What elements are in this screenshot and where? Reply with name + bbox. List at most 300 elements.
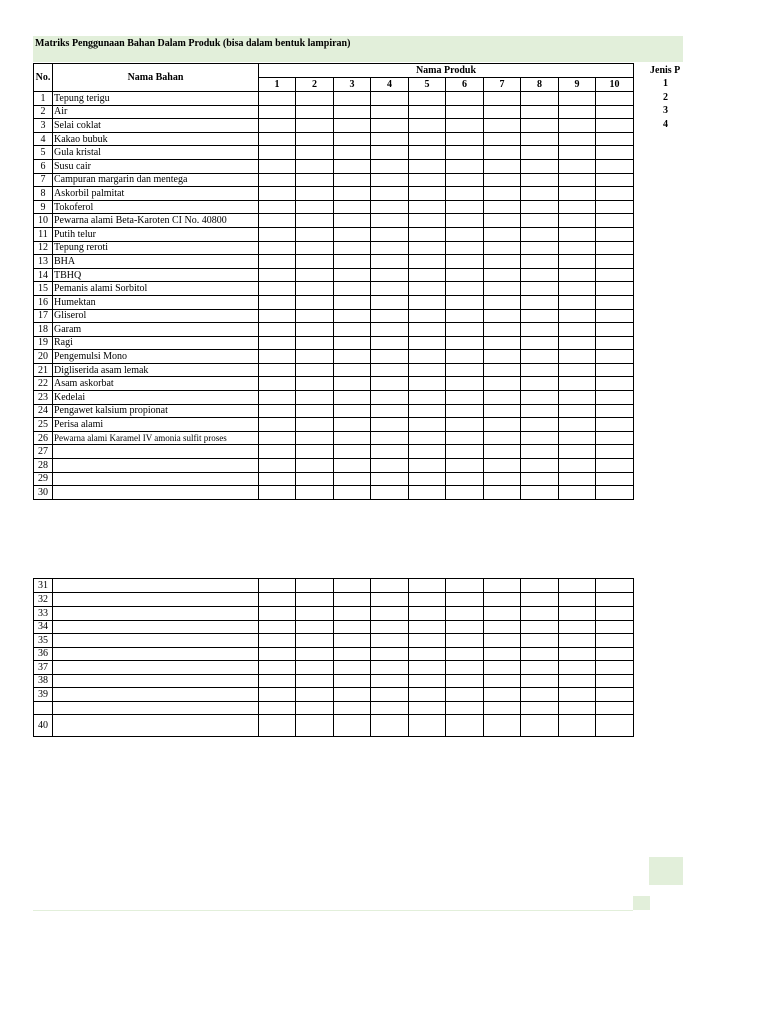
usage-cell[interactable] [484, 350, 521, 364]
usage-cell[interactable] [409, 268, 446, 282]
usage-cell[interactable] [259, 404, 296, 418]
usage-cell[interactable] [484, 268, 521, 282]
usage-cell[interactable] [446, 92, 484, 106]
usage-cell[interactable] [446, 187, 484, 201]
usage-cell[interactable] [409, 309, 446, 323]
usage-cell[interactable] [334, 418, 371, 432]
usage-cell[interactable] [559, 363, 596, 377]
usage-cell[interactable] [484, 647, 521, 661]
usage-cell[interactable] [259, 282, 296, 296]
usage-cell[interactable] [596, 309, 634, 323]
usage-cell[interactable] [596, 445, 634, 459]
usage-cell[interactable] [521, 661, 559, 675]
usage-cell[interactable] [446, 486, 484, 500]
usage-cell[interactable] [596, 661, 634, 675]
usage-cell[interactable] [371, 323, 409, 337]
usage-cell[interactable] [296, 445, 334, 459]
usage-cell[interactable] [521, 268, 559, 282]
usage-cell[interactable] [334, 214, 371, 228]
usage-cell[interactable] [596, 350, 634, 364]
ingredient-name[interactable] [53, 674, 259, 688]
usage-cell[interactable] [521, 472, 559, 486]
usage-cell[interactable] [371, 445, 409, 459]
usage-cell[interactable] [484, 227, 521, 241]
usage-cell[interactable] [559, 377, 596, 391]
usage-cell[interactable] [296, 459, 334, 473]
usage-cell[interactable] [259, 159, 296, 173]
usage-cell[interactable] [446, 661, 484, 675]
ingredient-name[interactable]: Gula kristal [53, 146, 259, 160]
usage-cell[interactable] [484, 363, 521, 377]
usage-cell[interactable] [409, 661, 446, 675]
usage-cell[interactable] [334, 363, 371, 377]
usage-cell[interactable] [521, 282, 559, 296]
usage-cell[interactable] [446, 377, 484, 391]
usage-cell[interactable] [446, 647, 484, 661]
usage-cell[interactable] [296, 431, 334, 445]
usage-cell[interactable] [409, 173, 446, 187]
usage-cell[interactable] [296, 647, 334, 661]
usage-cell[interactable] [521, 105, 559, 119]
usage-cell[interactable] [484, 579, 521, 593]
usage-cell[interactable] [259, 309, 296, 323]
usage-cell[interactable] [409, 363, 446, 377]
usage-cell[interactable] [596, 200, 634, 214]
usage-cell[interactable] [259, 227, 296, 241]
usage-cell[interactable] [259, 593, 296, 607]
usage-cell[interactable] [296, 391, 334, 405]
usage-cell[interactable] [521, 445, 559, 459]
usage-cell[interactable] [259, 214, 296, 228]
usage-cell[interactable] [446, 255, 484, 269]
usage-cell[interactable] [296, 92, 334, 106]
usage-cell[interactable] [596, 647, 634, 661]
usage-cell[interactable] [296, 241, 334, 255]
usage-cell[interactable] [259, 350, 296, 364]
usage-cell[interactable] [334, 486, 371, 500]
usage-cell[interactable] [259, 187, 296, 201]
usage-cell[interactable] [446, 268, 484, 282]
ingredient-name[interactable]: Ragi [53, 336, 259, 350]
usage-cell[interactable] [446, 146, 484, 160]
usage-cell[interactable] [484, 241, 521, 255]
usage-cell[interactable] [559, 634, 596, 648]
usage-cell[interactable] [559, 132, 596, 146]
usage-cell[interactable] [296, 159, 334, 173]
usage-cell[interactable] [521, 336, 559, 350]
usage-cell[interactable] [296, 472, 334, 486]
usage-cell[interactable] [446, 688, 484, 702]
usage-cell[interactable] [596, 336, 634, 350]
usage-cell[interactable] [521, 92, 559, 106]
usage-cell[interactable] [521, 714, 559, 736]
ingredient-name[interactable] [53, 472, 259, 486]
usage-cell[interactable] [484, 661, 521, 675]
usage-cell[interactable] [371, 688, 409, 702]
usage-cell[interactable] [446, 579, 484, 593]
usage-cell[interactable] [446, 132, 484, 146]
usage-cell[interactable] [559, 146, 596, 160]
usage-cell[interactable] [259, 255, 296, 269]
usage-cell[interactable] [259, 119, 296, 133]
usage-cell[interactable] [409, 132, 446, 146]
usage-cell[interactable] [334, 688, 371, 702]
usage-cell[interactable] [334, 445, 371, 459]
usage-cell[interactable] [334, 593, 371, 607]
usage-cell[interactable] [296, 119, 334, 133]
ingredient-name[interactable] [53, 701, 259, 714]
usage-cell[interactable] [296, 363, 334, 377]
usage-cell[interactable] [521, 607, 559, 621]
usage-cell[interactable] [259, 146, 296, 160]
usage-cell[interactable] [484, 472, 521, 486]
usage-cell[interactable] [259, 661, 296, 675]
usage-cell[interactable] [371, 241, 409, 255]
usage-cell[interactable] [334, 159, 371, 173]
usage-cell[interactable] [409, 282, 446, 296]
usage-cell[interactable] [484, 459, 521, 473]
usage-cell[interactable] [446, 404, 484, 418]
usage-cell[interactable] [259, 105, 296, 119]
usage-cell[interactable] [334, 377, 371, 391]
usage-cell[interactable] [334, 295, 371, 309]
ingredient-name[interactable]: Tepung reroti [53, 241, 259, 255]
usage-cell[interactable] [371, 647, 409, 661]
usage-cell[interactable] [559, 688, 596, 702]
usage-cell[interactable] [446, 173, 484, 187]
usage-cell[interactable] [446, 336, 484, 350]
usage-cell[interactable] [409, 593, 446, 607]
usage-cell[interactable] [484, 377, 521, 391]
usage-cell[interactable] [484, 391, 521, 405]
usage-cell[interactable] [559, 336, 596, 350]
usage-cell[interactable] [296, 418, 334, 432]
usage-cell[interactable] [296, 187, 334, 201]
ingredient-name[interactable]: Campuran margarin dan mentega [53, 173, 259, 187]
ingredient-name[interactable] [53, 579, 259, 593]
usage-cell[interactable] [521, 146, 559, 160]
usage-cell[interactable] [334, 132, 371, 146]
usage-cell[interactable] [446, 391, 484, 405]
usage-cell[interactable] [484, 173, 521, 187]
usage-cell[interactable] [484, 295, 521, 309]
usage-cell[interactable] [334, 268, 371, 282]
ingredient-name[interactable] [53, 486, 259, 500]
usage-cell[interactable] [446, 701, 484, 714]
usage-cell[interactable] [521, 634, 559, 648]
usage-cell[interactable] [259, 674, 296, 688]
usage-cell[interactable] [334, 620, 371, 634]
usage-cell[interactable] [596, 146, 634, 160]
usage-cell[interactable] [596, 241, 634, 255]
ingredient-name[interactable]: Air [53, 105, 259, 119]
usage-cell[interactable] [296, 620, 334, 634]
usage-cell[interactable] [446, 350, 484, 364]
usage-cell[interactable] [409, 701, 446, 714]
usage-cell[interactable] [446, 445, 484, 459]
usage-cell[interactable] [371, 350, 409, 364]
usage-cell[interactable] [484, 688, 521, 702]
usage-cell[interactable] [334, 200, 371, 214]
usage-cell[interactable] [334, 472, 371, 486]
usage-cell[interactable] [296, 714, 334, 736]
usage-cell[interactable] [334, 714, 371, 736]
usage-cell[interactable] [371, 593, 409, 607]
usage-cell[interactable] [259, 431, 296, 445]
usage-cell[interactable] [559, 579, 596, 593]
usage-cell[interactable] [371, 255, 409, 269]
usage-cell[interactable] [446, 159, 484, 173]
usage-cell[interactable] [521, 173, 559, 187]
usage-cell[interactable] [596, 377, 634, 391]
usage-cell[interactable] [559, 714, 596, 736]
usage-cell[interactable] [371, 132, 409, 146]
usage-cell[interactable] [259, 173, 296, 187]
usage-cell[interactable] [596, 418, 634, 432]
usage-cell[interactable] [371, 391, 409, 405]
usage-cell[interactable] [334, 173, 371, 187]
usage-cell[interactable] [596, 282, 634, 296]
usage-cell[interactable] [259, 486, 296, 500]
usage-cell[interactable] [296, 593, 334, 607]
usage-cell[interactable] [334, 647, 371, 661]
usage-cell[interactable] [296, 323, 334, 337]
usage-cell[interactable] [409, 486, 446, 500]
usage-cell[interactable] [409, 200, 446, 214]
usage-cell[interactable] [484, 323, 521, 337]
usage-cell[interactable] [446, 241, 484, 255]
usage-cell[interactable] [446, 309, 484, 323]
usage-cell[interactable] [259, 688, 296, 702]
usage-cell[interactable] [371, 214, 409, 228]
usage-cell[interactable] [596, 92, 634, 106]
usage-cell[interactable] [484, 214, 521, 228]
usage-cell[interactable] [409, 323, 446, 337]
ingredient-name[interactable]: Pengawet kalsium propionat [53, 404, 259, 418]
usage-cell[interactable] [559, 214, 596, 228]
usage-cell[interactable] [259, 268, 296, 282]
usage-cell[interactable] [371, 119, 409, 133]
ingredient-name[interactable]: Perisa alami [53, 418, 259, 432]
usage-cell[interactable] [521, 404, 559, 418]
usage-cell[interactable] [296, 579, 334, 593]
usage-cell[interactable] [484, 132, 521, 146]
usage-cell[interactable] [334, 119, 371, 133]
usage-cell[interactable] [596, 701, 634, 714]
ingredient-name[interactable]: Selai coklat [53, 119, 259, 133]
usage-cell[interactable] [296, 404, 334, 418]
usage-cell[interactable] [596, 391, 634, 405]
ingredient-name[interactable]: BHA [53, 255, 259, 269]
usage-cell[interactable] [371, 404, 409, 418]
usage-cell[interactable] [521, 255, 559, 269]
usage-cell[interactable] [521, 363, 559, 377]
usage-cell[interactable] [409, 119, 446, 133]
usage-cell[interactable] [446, 119, 484, 133]
usage-cell[interactable] [484, 336, 521, 350]
usage-cell[interactable] [296, 674, 334, 688]
usage-cell[interactable] [596, 714, 634, 736]
usage-cell[interactable] [446, 714, 484, 736]
usage-cell[interactable] [596, 579, 634, 593]
usage-cell[interactable] [596, 363, 634, 377]
usage-cell[interactable] [446, 431, 484, 445]
usage-cell[interactable] [559, 431, 596, 445]
usage-cell[interactable] [296, 227, 334, 241]
usage-cell[interactable] [296, 268, 334, 282]
usage-cell[interactable] [409, 350, 446, 364]
usage-cell[interactable] [371, 159, 409, 173]
usage-cell[interactable] [484, 607, 521, 621]
usage-cell[interactable] [259, 132, 296, 146]
usage-cell[interactable] [296, 486, 334, 500]
usage-cell[interactable] [446, 472, 484, 486]
usage-cell[interactable] [334, 92, 371, 106]
usage-cell[interactable] [371, 309, 409, 323]
usage-cell[interactable] [409, 92, 446, 106]
usage-cell[interactable] [334, 701, 371, 714]
usage-cell[interactable] [409, 159, 446, 173]
usage-cell[interactable] [334, 105, 371, 119]
usage-cell[interactable] [521, 132, 559, 146]
ingredient-name[interactable] [53, 688, 259, 702]
ingredient-name[interactable]: Askorbil palmitat [53, 187, 259, 201]
usage-cell[interactable] [521, 241, 559, 255]
usage-cell[interactable] [596, 159, 634, 173]
usage-cell[interactable] [484, 146, 521, 160]
usage-cell[interactable] [334, 634, 371, 648]
usage-cell[interactable] [596, 187, 634, 201]
usage-cell[interactable] [521, 119, 559, 133]
usage-cell[interactable] [596, 593, 634, 607]
usage-cell[interactable] [596, 323, 634, 337]
usage-cell[interactable] [371, 146, 409, 160]
usage-cell[interactable] [559, 159, 596, 173]
usage-cell[interactable] [559, 459, 596, 473]
usage-cell[interactable] [559, 173, 596, 187]
usage-cell[interactable] [409, 579, 446, 593]
usage-cell[interactable] [259, 377, 296, 391]
usage-cell[interactable] [446, 674, 484, 688]
usage-cell[interactable] [409, 295, 446, 309]
ingredient-name[interactable]: Asam askorbat [53, 377, 259, 391]
usage-cell[interactable] [596, 472, 634, 486]
usage-cell[interactable] [521, 350, 559, 364]
usage-cell[interactable] [259, 714, 296, 736]
usage-cell[interactable] [521, 674, 559, 688]
usage-cell[interactable] [521, 227, 559, 241]
usage-cell[interactable] [334, 255, 371, 269]
usage-cell[interactable] [371, 377, 409, 391]
usage-cell[interactable] [484, 200, 521, 214]
ingredient-name[interactable] [53, 661, 259, 675]
usage-cell[interactable] [521, 200, 559, 214]
usage-cell[interactable] [371, 472, 409, 486]
usage-cell[interactable] [484, 486, 521, 500]
usage-cell[interactable] [596, 674, 634, 688]
usage-cell[interactable] [409, 146, 446, 160]
usage-cell[interactable] [484, 105, 521, 119]
usage-cell[interactable] [521, 647, 559, 661]
usage-cell[interactable] [371, 674, 409, 688]
usage-cell[interactable] [521, 214, 559, 228]
usage-cell[interactable] [334, 227, 371, 241]
usage-cell[interactable] [521, 459, 559, 473]
usage-cell[interactable] [446, 200, 484, 214]
usage-cell[interactable] [484, 418, 521, 432]
usage-cell[interactable] [409, 472, 446, 486]
usage-cell[interactable] [596, 620, 634, 634]
usage-cell[interactable] [409, 214, 446, 228]
usage-cell[interactable] [259, 336, 296, 350]
usage-cell[interactable] [296, 282, 334, 296]
usage-cell[interactable] [484, 119, 521, 133]
usage-cell[interactable] [446, 593, 484, 607]
usage-cell[interactable] [484, 701, 521, 714]
usage-cell[interactable] [521, 159, 559, 173]
ingredient-name[interactable] [53, 459, 259, 473]
ingredient-name[interactable]: Susu cair [53, 159, 259, 173]
usage-cell[interactable] [559, 607, 596, 621]
usage-cell[interactable] [559, 350, 596, 364]
usage-cell[interactable] [596, 486, 634, 500]
ingredient-name[interactable]: Kedelai [53, 391, 259, 405]
usage-cell[interactable] [334, 241, 371, 255]
usage-cell[interactable] [559, 227, 596, 241]
usage-cell[interactable] [259, 418, 296, 432]
usage-cell[interactable] [296, 377, 334, 391]
usage-cell[interactable] [596, 255, 634, 269]
usage-cell[interactable] [596, 268, 634, 282]
usage-cell[interactable] [371, 701, 409, 714]
usage-cell[interactable] [371, 661, 409, 675]
usage-cell[interactable] [296, 607, 334, 621]
usage-cell[interactable] [559, 295, 596, 309]
usage-cell[interactable] [446, 295, 484, 309]
usage-cell[interactable] [559, 701, 596, 714]
usage-cell[interactable] [371, 336, 409, 350]
usage-cell[interactable] [596, 173, 634, 187]
usage-cell[interactable] [259, 445, 296, 459]
usage-cell[interactable] [259, 363, 296, 377]
usage-cell[interactable] [484, 187, 521, 201]
usage-cell[interactable] [559, 418, 596, 432]
ingredient-name[interactable]: Garam [53, 323, 259, 337]
usage-cell[interactable] [259, 323, 296, 337]
usage-cell[interactable] [296, 350, 334, 364]
usage-cell[interactable] [484, 255, 521, 269]
usage-cell[interactable] [371, 105, 409, 119]
usage-cell[interactable] [521, 418, 559, 432]
usage-cell[interactable] [446, 459, 484, 473]
usage-cell[interactable] [334, 309, 371, 323]
usage-cell[interactable] [296, 309, 334, 323]
usage-cell[interactable] [259, 295, 296, 309]
usage-cell[interactable] [296, 105, 334, 119]
usage-cell[interactable] [334, 336, 371, 350]
usage-cell[interactable] [521, 620, 559, 634]
usage-cell[interactable] [484, 159, 521, 173]
usage-cell[interactable] [559, 620, 596, 634]
usage-cell[interactable] [596, 459, 634, 473]
usage-cell[interactable] [409, 688, 446, 702]
usage-cell[interactable] [409, 634, 446, 648]
usage-cell[interactable] [371, 459, 409, 473]
usage-cell[interactable] [334, 459, 371, 473]
usage-cell[interactable] [334, 187, 371, 201]
usage-cell[interactable] [409, 377, 446, 391]
usage-cell[interactable] [484, 309, 521, 323]
